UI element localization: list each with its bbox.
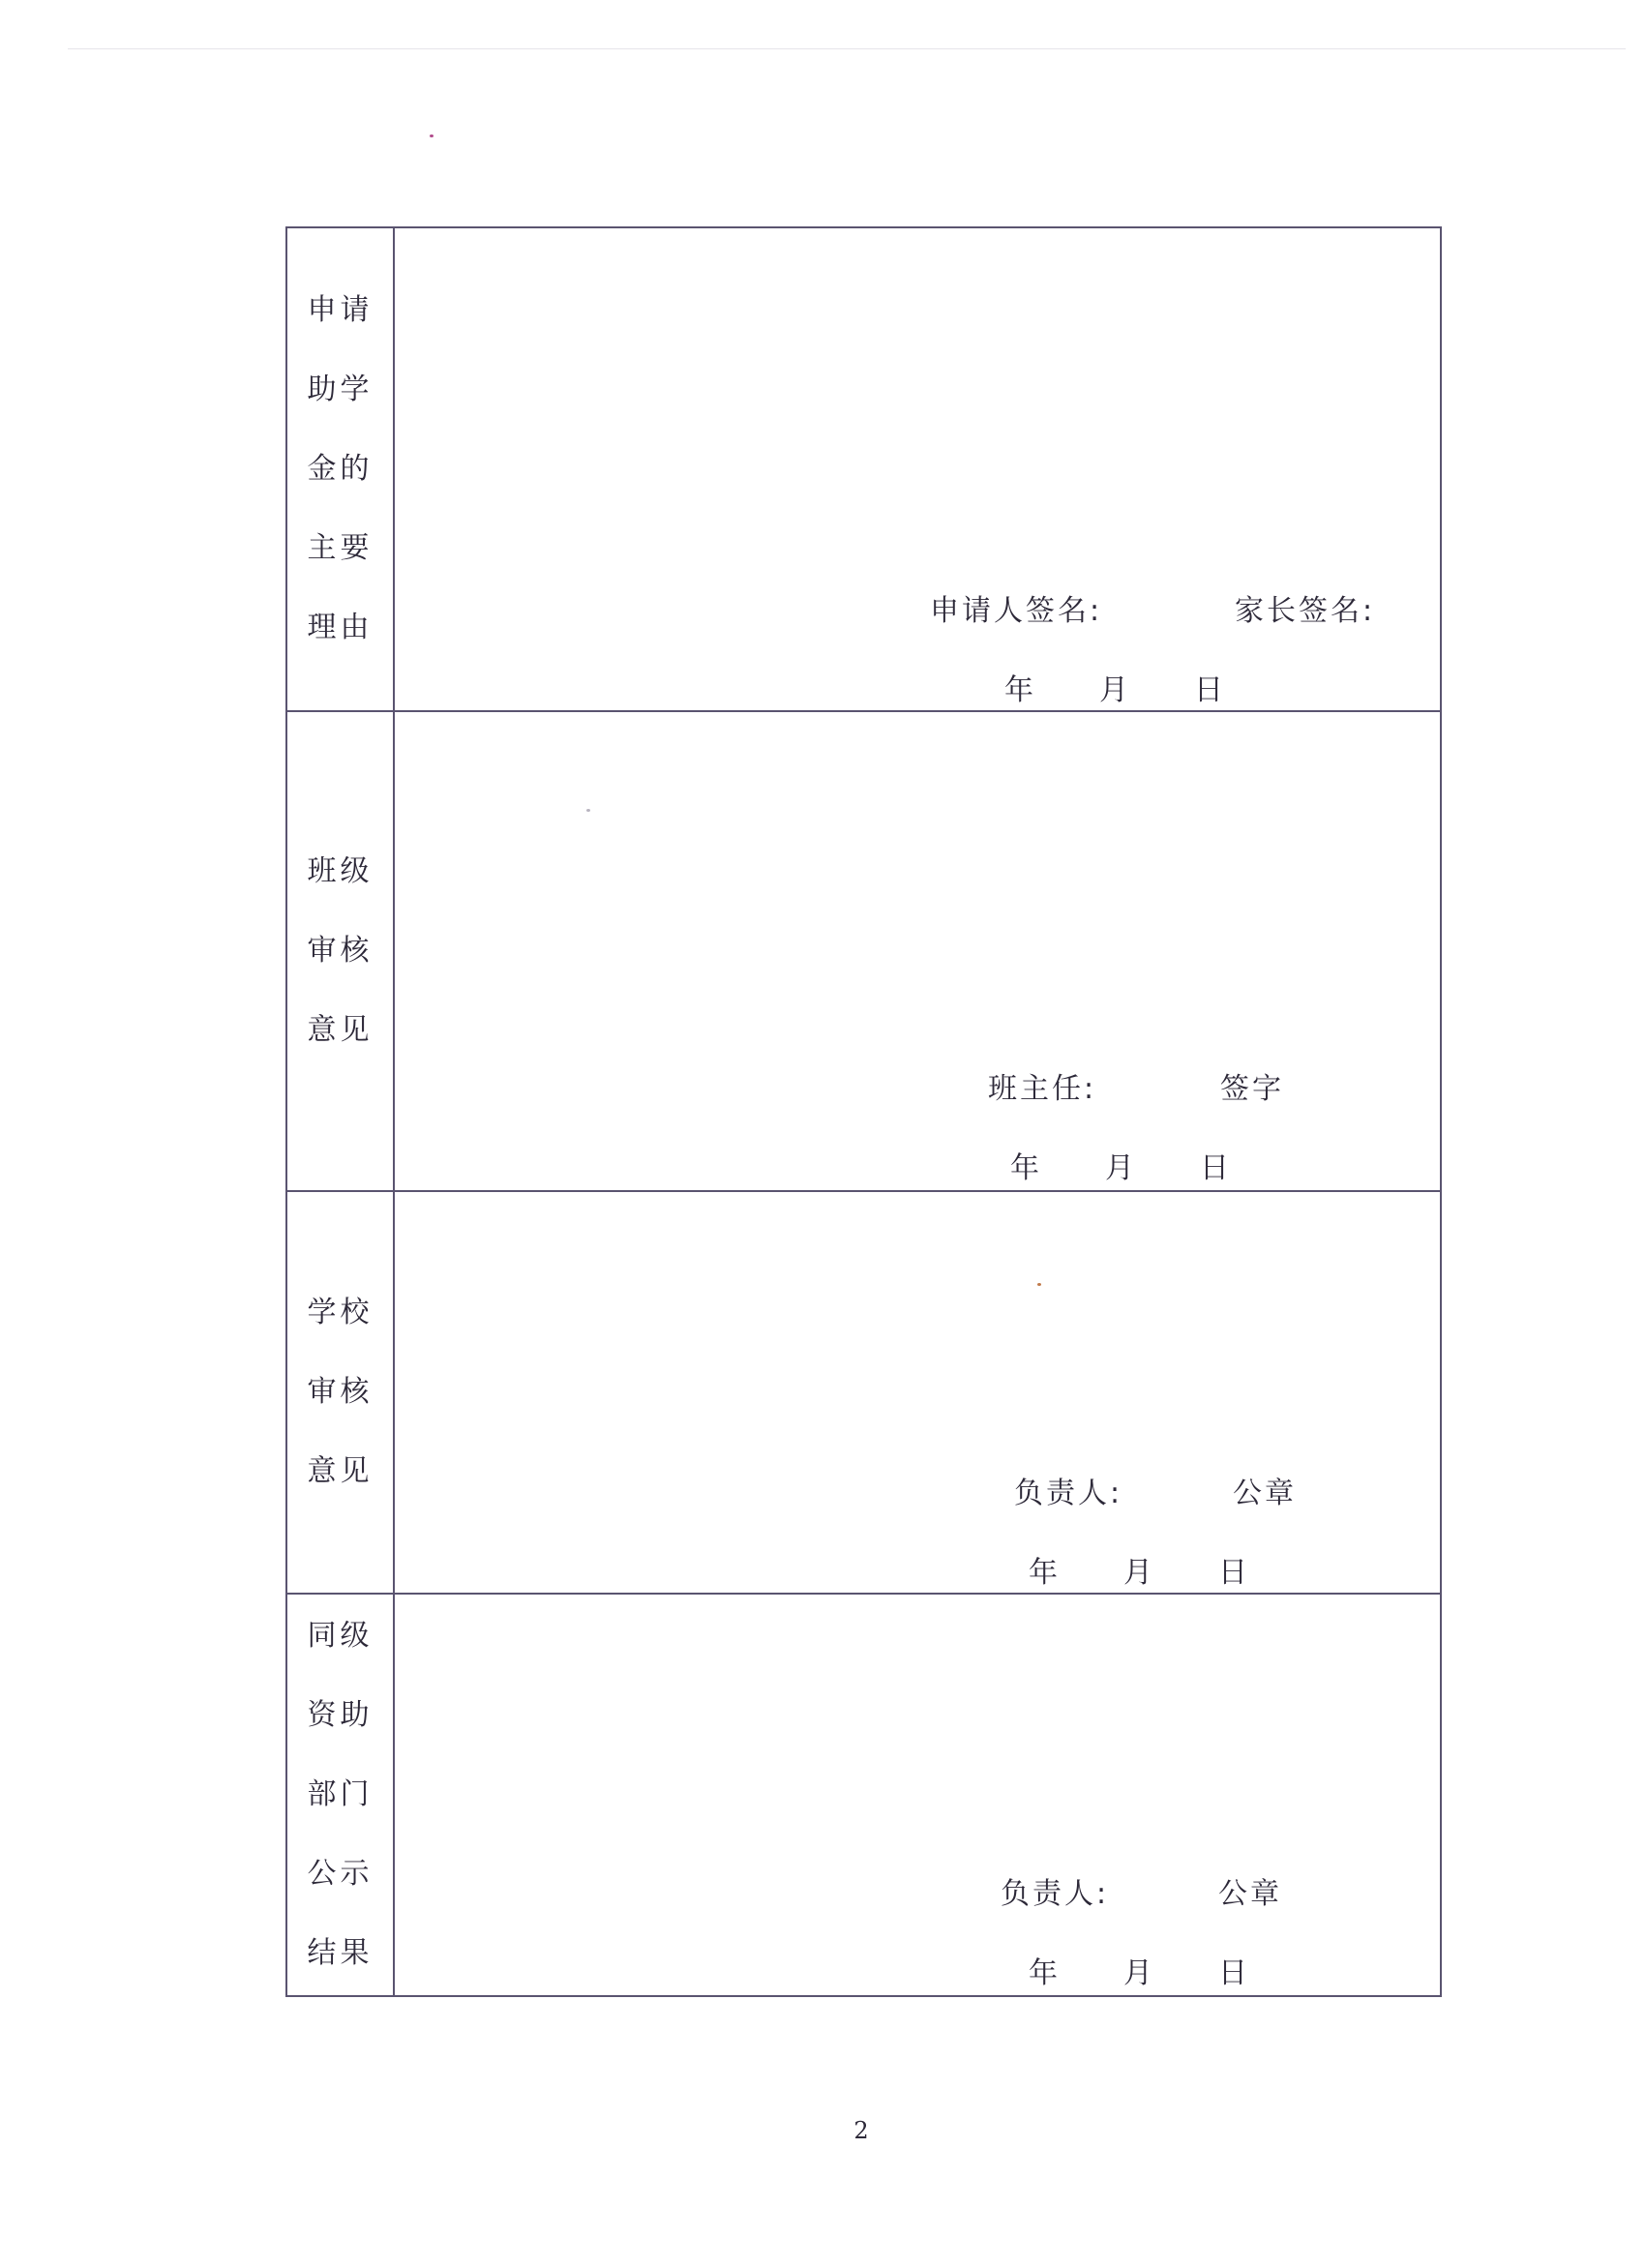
row-content-area[interactable] — [395, 228, 1440, 710]
form-row-publicity-result — [287, 1595, 1440, 1995]
row-label-line: 申请 — [307, 293, 374, 327]
date-month-label: 月 — [1099, 673, 1131, 707]
row-label-line: 学校 — [307, 1296, 374, 1329]
row-label-cell — [287, 1192, 395, 1593]
signature-label: 家长签名: — [1235, 594, 1376, 628]
row-content-area[interactable] — [395, 712, 1440, 1190]
scan-speck — [430, 134, 434, 137]
form-row-class-review — [287, 712, 1440, 1192]
row-label-line: 审核 — [307, 934, 374, 968]
row-label-line: 结果 — [307, 1936, 374, 1970]
signature-label: 负责人: — [1001, 1877, 1110, 1911]
row-label-line: 意见 — [307, 1013, 374, 1047]
row-label-line: 部门 — [307, 1777, 374, 1811]
row-label-line: 审核 — [307, 1375, 374, 1409]
signature-label: 签字 — [1220, 1072, 1284, 1106]
date-year-label: 年 — [1004, 673, 1036, 707]
row-content-area[interactable] — [395, 1595, 1440, 1995]
row-content-area[interactable] — [395, 1192, 1440, 1593]
date-day-label: 日 — [1200, 1151, 1232, 1185]
scan-edge-line — [68, 48, 1626, 49]
date-year-label: 年 — [1029, 1956, 1061, 1990]
row-label-cell — [287, 712, 395, 1190]
date-year-label: 年 — [1029, 1556, 1061, 1590]
row-label-line: 公示 — [307, 1857, 374, 1891]
row-label-line: 理由 — [307, 611, 374, 644]
date-day-label: 日 — [1194, 673, 1226, 707]
date-month-label: 月 — [1105, 1151, 1137, 1185]
form-row-application-reason — [287, 228, 1440, 712]
signature-label: 班主任: — [988, 1072, 1097, 1106]
row-label-cell — [287, 228, 395, 710]
date-day-label: 日 — [1218, 1956, 1250, 1990]
row-label-line: 班级 — [307, 854, 374, 888]
row-label-line: 金的 — [307, 452, 374, 486]
signature-label: 公章 — [1218, 1877, 1282, 1911]
row-label-line: 同级 — [307, 1619, 374, 1653]
row-label-cell — [287, 1595, 395, 1995]
signature-label: 申请人签名: — [930, 594, 1103, 628]
page-number: 2 — [853, 2117, 869, 2144]
date-year-label: 年 — [1010, 1151, 1042, 1185]
row-label-line: 意见 — [307, 1454, 374, 1488]
signature-label: 负责人: — [1014, 1477, 1123, 1510]
date-month-label: 月 — [1123, 1956, 1155, 1990]
form-row-school-review — [287, 1192, 1440, 1595]
date-month-label: 月 — [1123, 1556, 1155, 1590]
date-day-label: 日 — [1218, 1556, 1250, 1590]
application-form-table — [285, 226, 1442, 1997]
signature-label: 公章 — [1233, 1477, 1297, 1510]
row-label-line: 资助 — [307, 1698, 374, 1732]
row-label-line: 助学 — [307, 373, 374, 406]
row-label-line: 主要 — [307, 531, 374, 565]
